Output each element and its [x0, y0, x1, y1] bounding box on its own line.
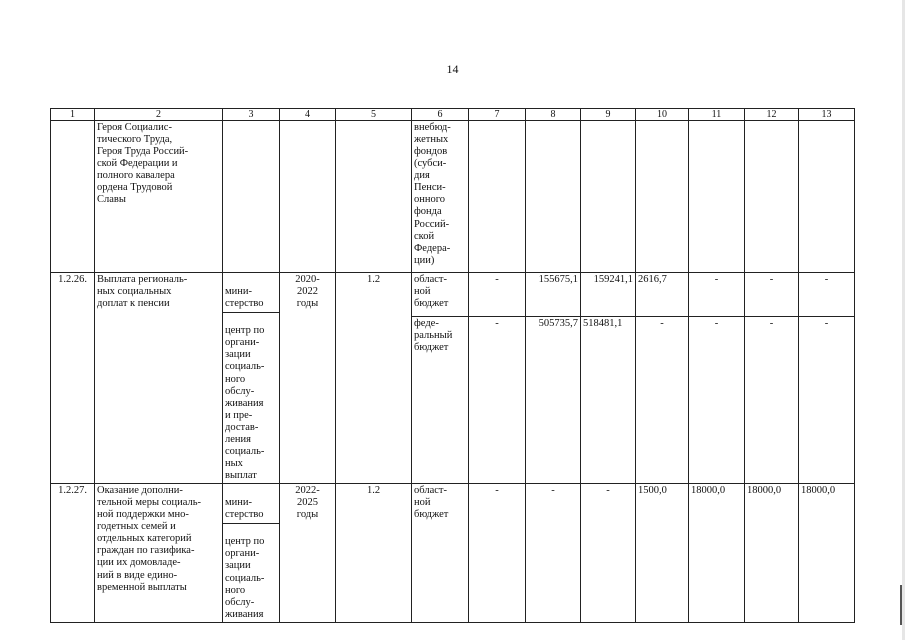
header-row: [51, 109, 855, 121]
executor-ministry: мини- стерство: [223, 286, 279, 313]
column-header: 2: [95, 109, 223, 121]
cell-value: [745, 121, 799, 273]
cell-funding-source: област- ной бюджет: [412, 484, 469, 623]
executor-center: центр по органи- зации социаль- ного обслу- живания и пре- достав- ления социаль- ных выплат: [225, 325, 265, 481]
cell-value: 155675,1: [526, 273, 581, 317]
cell-value: -: [799, 316, 855, 484]
cell-value: -: [689, 273, 745, 317]
cell-value: [636, 121, 689, 273]
cell-value: -: [799, 273, 855, 317]
table-row: [51, 484, 855, 623]
executor-ministry: мини- стерство: [223, 497, 279, 524]
cell-value: -: [689, 316, 745, 484]
scan-mark: [900, 585, 902, 625]
cell-value: [469, 121, 526, 273]
column-header: 13: [799, 109, 855, 121]
column-header: 4: [280, 109, 336, 121]
cell-value: -: [526, 484, 581, 623]
column-header: 5: [336, 109, 412, 121]
table-row: [51, 273, 855, 317]
cell-value: 18000,0: [799, 484, 855, 623]
cell-value: [526, 121, 581, 273]
cell-value: 518481,1: [581, 316, 636, 484]
cell-number: 1.2.27.: [51, 484, 95, 623]
cell-value: -: [469, 273, 526, 317]
cell-value: 2616,7: [636, 273, 689, 317]
cell-value: 1500,0: [636, 484, 689, 623]
program-measures-table: [50, 108, 855, 623]
column-header: 8: [526, 109, 581, 121]
cell-value: 18000,0: [689, 484, 745, 623]
column-header: 9: [581, 109, 636, 121]
cell-value: [689, 121, 745, 273]
cell-value: 18000,0: [745, 484, 799, 623]
table-row-continuation: [51, 121, 855, 273]
column-header: 12: [745, 109, 799, 121]
cell-value: -: [636, 316, 689, 484]
column-header: 10: [636, 109, 689, 121]
column-header: 1: [51, 109, 95, 121]
cell-measure-name: Оказание дополни- тельной меры социаль- ной поддержки мно- годетных семей и отдельных категорий граждан по газифика- ции их домовладе- ний в виде едино- временной выплаты: [95, 484, 223, 623]
cell-value: 505735,7: [526, 316, 581, 484]
cell-reference: 1.2: [336, 273, 412, 484]
cell-period: 2020- 2022 годы: [280, 273, 336, 484]
cell-executor: [223, 484, 280, 623]
cell-period: [280, 121, 336, 273]
cell-number: [51, 121, 95, 273]
cell-executor: [223, 121, 280, 273]
cell-executor: [223, 273, 280, 484]
cell-value: [581, 121, 636, 273]
cell-funding-source: област- ной бюджет: [412, 273, 469, 317]
cell-value: -: [469, 484, 526, 623]
cell-funding-source: внебюд- жетных фондов (субси- дия Пенси- онного фонда Россий- ской Федера- ции): [412, 121, 469, 273]
cell-reference: 1.2: [336, 484, 412, 623]
cell-funding-source: феде- ральный бюджет: [412, 316, 469, 484]
cell-value: 159241,1: [581, 273, 636, 317]
cell-number: 1.2.26.: [51, 273, 95, 484]
cell-measure-name: Выплата региональ- ных социальных доплат к пенсии: [95, 273, 223, 484]
column-header: 6: [412, 109, 469, 121]
cell-value: -: [745, 316, 799, 484]
column-header: 3: [223, 109, 280, 121]
cell-value: [799, 121, 855, 273]
cell-value: -: [581, 484, 636, 623]
cell-value: -: [469, 316, 526, 484]
executor-center: центр по органи- зации социаль- ного обслу- живания: [225, 536, 265, 620]
cell-period: 2022- 2025 годы: [280, 484, 336, 623]
column-header: 7: [469, 109, 526, 121]
page-number: 14: [446, 62, 459, 76]
cell-value: -: [745, 273, 799, 317]
cell-measure-name: Героя Социалис- тического Труда, Героя Труда Россий- ской Федерации и полного кавалера ордена Трудовой Славы: [95, 121, 223, 273]
column-header: 11: [689, 109, 745, 121]
cell-reference: [336, 121, 412, 273]
